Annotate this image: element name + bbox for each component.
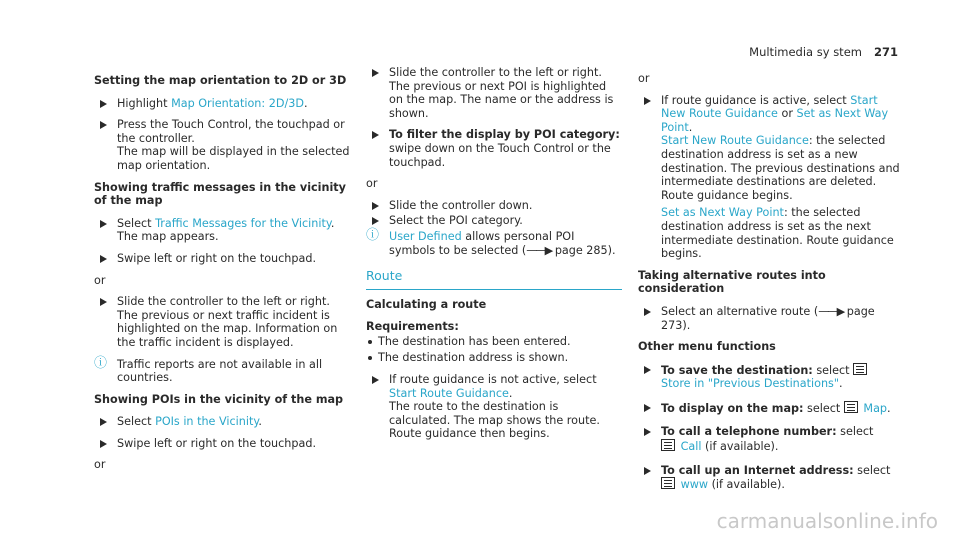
text: allows personal POI symbols to be selected ( xyxy=(389,229,575,257)
text: (if available). xyxy=(708,478,785,492)
text: ). xyxy=(682,318,691,332)
bold-text: To display on the map: xyxy=(661,401,804,415)
text: . xyxy=(839,377,843,391)
text: : the selected destination address is set as a new destination. The previous destinations and intermediate destinations are deleted. Route guidance begins. xyxy=(661,134,900,202)
page-header xyxy=(749,46,898,60)
text: Select an alternative route ( xyxy=(661,304,819,318)
text: . xyxy=(887,401,891,415)
menu-link[interactable]: Start New Route Guidance xyxy=(661,134,809,148)
page-ref-arrow-icon: ——▶ xyxy=(818,304,844,318)
note xyxy=(94,355,356,385)
column-3 xyxy=(638,66,900,500)
heading-other-menu-functions: Other menu functions xyxy=(638,340,776,354)
step xyxy=(638,401,900,416)
menu-link[interactable]: Set as Next Way Point xyxy=(661,107,889,134)
text: : the selected destination address is set as the next intermediate destination. Route guidance begins. xyxy=(661,206,894,261)
step xyxy=(94,415,356,429)
step xyxy=(94,437,356,451)
text: The route to the destination is calculated. The map shows the route. Route guidance then begins. xyxy=(389,400,600,441)
menu-link[interactable]: Store in "Previous Destinations" xyxy=(661,377,840,391)
or-text: or xyxy=(94,458,106,472)
step xyxy=(366,199,622,213)
menu-link[interactable]: Traffic Messages for the Vicinity xyxy=(155,216,331,230)
text: Traffic reports are not available in all countries. xyxy=(117,357,323,385)
step xyxy=(366,373,622,441)
info-icon: ⓘ xyxy=(366,227,380,243)
menu-link[interactable]: Start New Route Guidance xyxy=(661,93,878,121)
text: (if available). xyxy=(701,440,779,454)
step-arrow-icon xyxy=(372,217,379,225)
note xyxy=(366,227,622,257)
requirements-label: Requirements: xyxy=(366,320,459,334)
step-arrow-icon xyxy=(644,404,651,412)
bold-text: To filter the display by POI category: xyxy=(389,128,620,142)
step xyxy=(94,217,356,244)
step-arrow-icon xyxy=(372,202,379,210)
page-reference[interactable]: page 285 xyxy=(554,243,608,257)
text: select xyxy=(803,401,844,415)
heading-alternative-routes: Taking alternative routes into consideration xyxy=(638,268,826,296)
text: select xyxy=(836,425,874,439)
step-arrow-icon xyxy=(100,418,107,426)
step xyxy=(638,94,900,203)
or-text: or xyxy=(94,273,106,287)
menu-link[interactable]: www xyxy=(680,478,709,492)
text: Select the POI category. xyxy=(389,214,523,228)
step-arrow-icon xyxy=(644,467,651,475)
step xyxy=(366,128,622,169)
bold-text: To save the destination: xyxy=(661,363,813,377)
watermark: carmanualsonline.info xyxy=(716,509,938,533)
menu-link[interactable]: Set as Next Way Point xyxy=(661,206,784,220)
menu-icon xyxy=(661,477,675,489)
step-arrow-icon xyxy=(644,97,651,105)
text: or xyxy=(777,107,797,121)
step xyxy=(94,118,356,172)
page-ref-arrow-icon: ——▶ xyxy=(526,243,552,257)
text: The previous or next POI is highlighted on the map. The name or the address is shown. xyxy=(389,79,614,120)
step-arrow-icon xyxy=(100,121,107,129)
text: . xyxy=(258,415,262,429)
column-1 xyxy=(94,66,356,480)
step-arrow-icon xyxy=(644,366,651,374)
menu-link[interactable]: Call xyxy=(680,440,702,454)
menu-link[interactable]: POIs in the Vicinity xyxy=(155,415,259,429)
step xyxy=(94,295,356,349)
text: ). xyxy=(607,243,616,257)
column-2 xyxy=(366,66,622,449)
menu-link[interactable]: Start Route Guidance xyxy=(389,386,509,400)
step-arrow-icon xyxy=(100,298,107,306)
step-arrow-icon xyxy=(644,308,651,316)
text: . xyxy=(508,386,513,400)
list-item: The destination address is shown. xyxy=(366,351,622,365)
text: If route guidance is not active, select xyxy=(389,373,597,387)
step xyxy=(94,97,356,111)
step-arrow-icon xyxy=(100,220,107,228)
text: Swipe left or right on the touchpad. xyxy=(117,251,317,265)
step-arrow-icon xyxy=(100,100,107,108)
text: swipe down on the Touch Control or the touchpad. xyxy=(389,141,611,169)
heading-pois: Showing POIs in the vicinity of the map xyxy=(94,392,344,406)
list-item: The destination has been entered. xyxy=(366,335,622,349)
menu-link[interactable]: User Defined xyxy=(389,229,462,243)
step-arrow-icon xyxy=(372,376,379,384)
step xyxy=(94,252,356,266)
step-paragraph xyxy=(638,206,900,260)
step xyxy=(638,464,900,492)
heading-map-orientation: Setting the map orientation to 2D or 3D xyxy=(94,74,347,87)
text: Swipe left or right on the touchpad. xyxy=(117,436,317,450)
page-number: 271 xyxy=(873,45,898,59)
info-icon: ⓘ xyxy=(94,355,108,371)
text: select xyxy=(853,463,891,477)
step xyxy=(638,363,900,391)
menu-icon xyxy=(661,439,675,451)
text: The map appears. xyxy=(117,230,219,244)
bold-text: To call a telephone number: xyxy=(661,425,837,439)
text: . xyxy=(330,216,335,230)
section-heading-route: Route xyxy=(366,269,622,290)
text: Select xyxy=(117,415,156,429)
text: The map will be displayed in the selected map orientation. xyxy=(117,145,350,172)
text: Slide the controller to the left or right. xyxy=(117,295,330,309)
step-arrow-icon xyxy=(644,428,651,436)
menu-icon xyxy=(853,363,867,375)
step-arrow-icon xyxy=(100,440,107,448)
text: Press the Touch Control, the touchpad or the controller. xyxy=(117,118,345,145)
step-arrow-icon xyxy=(372,69,379,77)
menu-icon xyxy=(844,401,858,413)
step-arrow-icon xyxy=(100,255,107,263)
text: Select xyxy=(117,216,156,230)
step xyxy=(638,305,900,332)
text: . xyxy=(303,96,308,110)
or-text: or xyxy=(638,72,650,85)
text: Slide the controller down. xyxy=(389,198,533,212)
step-arrow-icon xyxy=(372,131,379,139)
text: Slide the controller to the left or right. xyxy=(389,66,602,79)
bold-text: To call up an Internet address: xyxy=(661,463,854,477)
text: Highlight xyxy=(117,96,172,110)
heading-traffic-messages: Showing traffic messages in the vicinity of the map xyxy=(94,180,346,208)
page-reference[interactable]: page 273 xyxy=(661,304,875,332)
heading-calculating-route: Calculating a route xyxy=(366,297,487,311)
text: . xyxy=(688,120,693,134)
step xyxy=(366,66,622,120)
text: select xyxy=(812,363,854,377)
menu-link[interactable]: Map xyxy=(863,401,888,415)
text: If route guidance is active, select xyxy=(661,93,851,107)
section-title: Multimedia sy stem xyxy=(749,45,862,59)
step xyxy=(638,425,900,453)
text: The previous or next traffic incident is highlighted on the map. Information on the traffic incident is displayed. xyxy=(117,308,338,349)
or-text: or xyxy=(366,177,378,191)
step xyxy=(366,214,622,228)
menu-link[interactable]: Map Orientation: 2D/3D xyxy=(171,96,304,110)
